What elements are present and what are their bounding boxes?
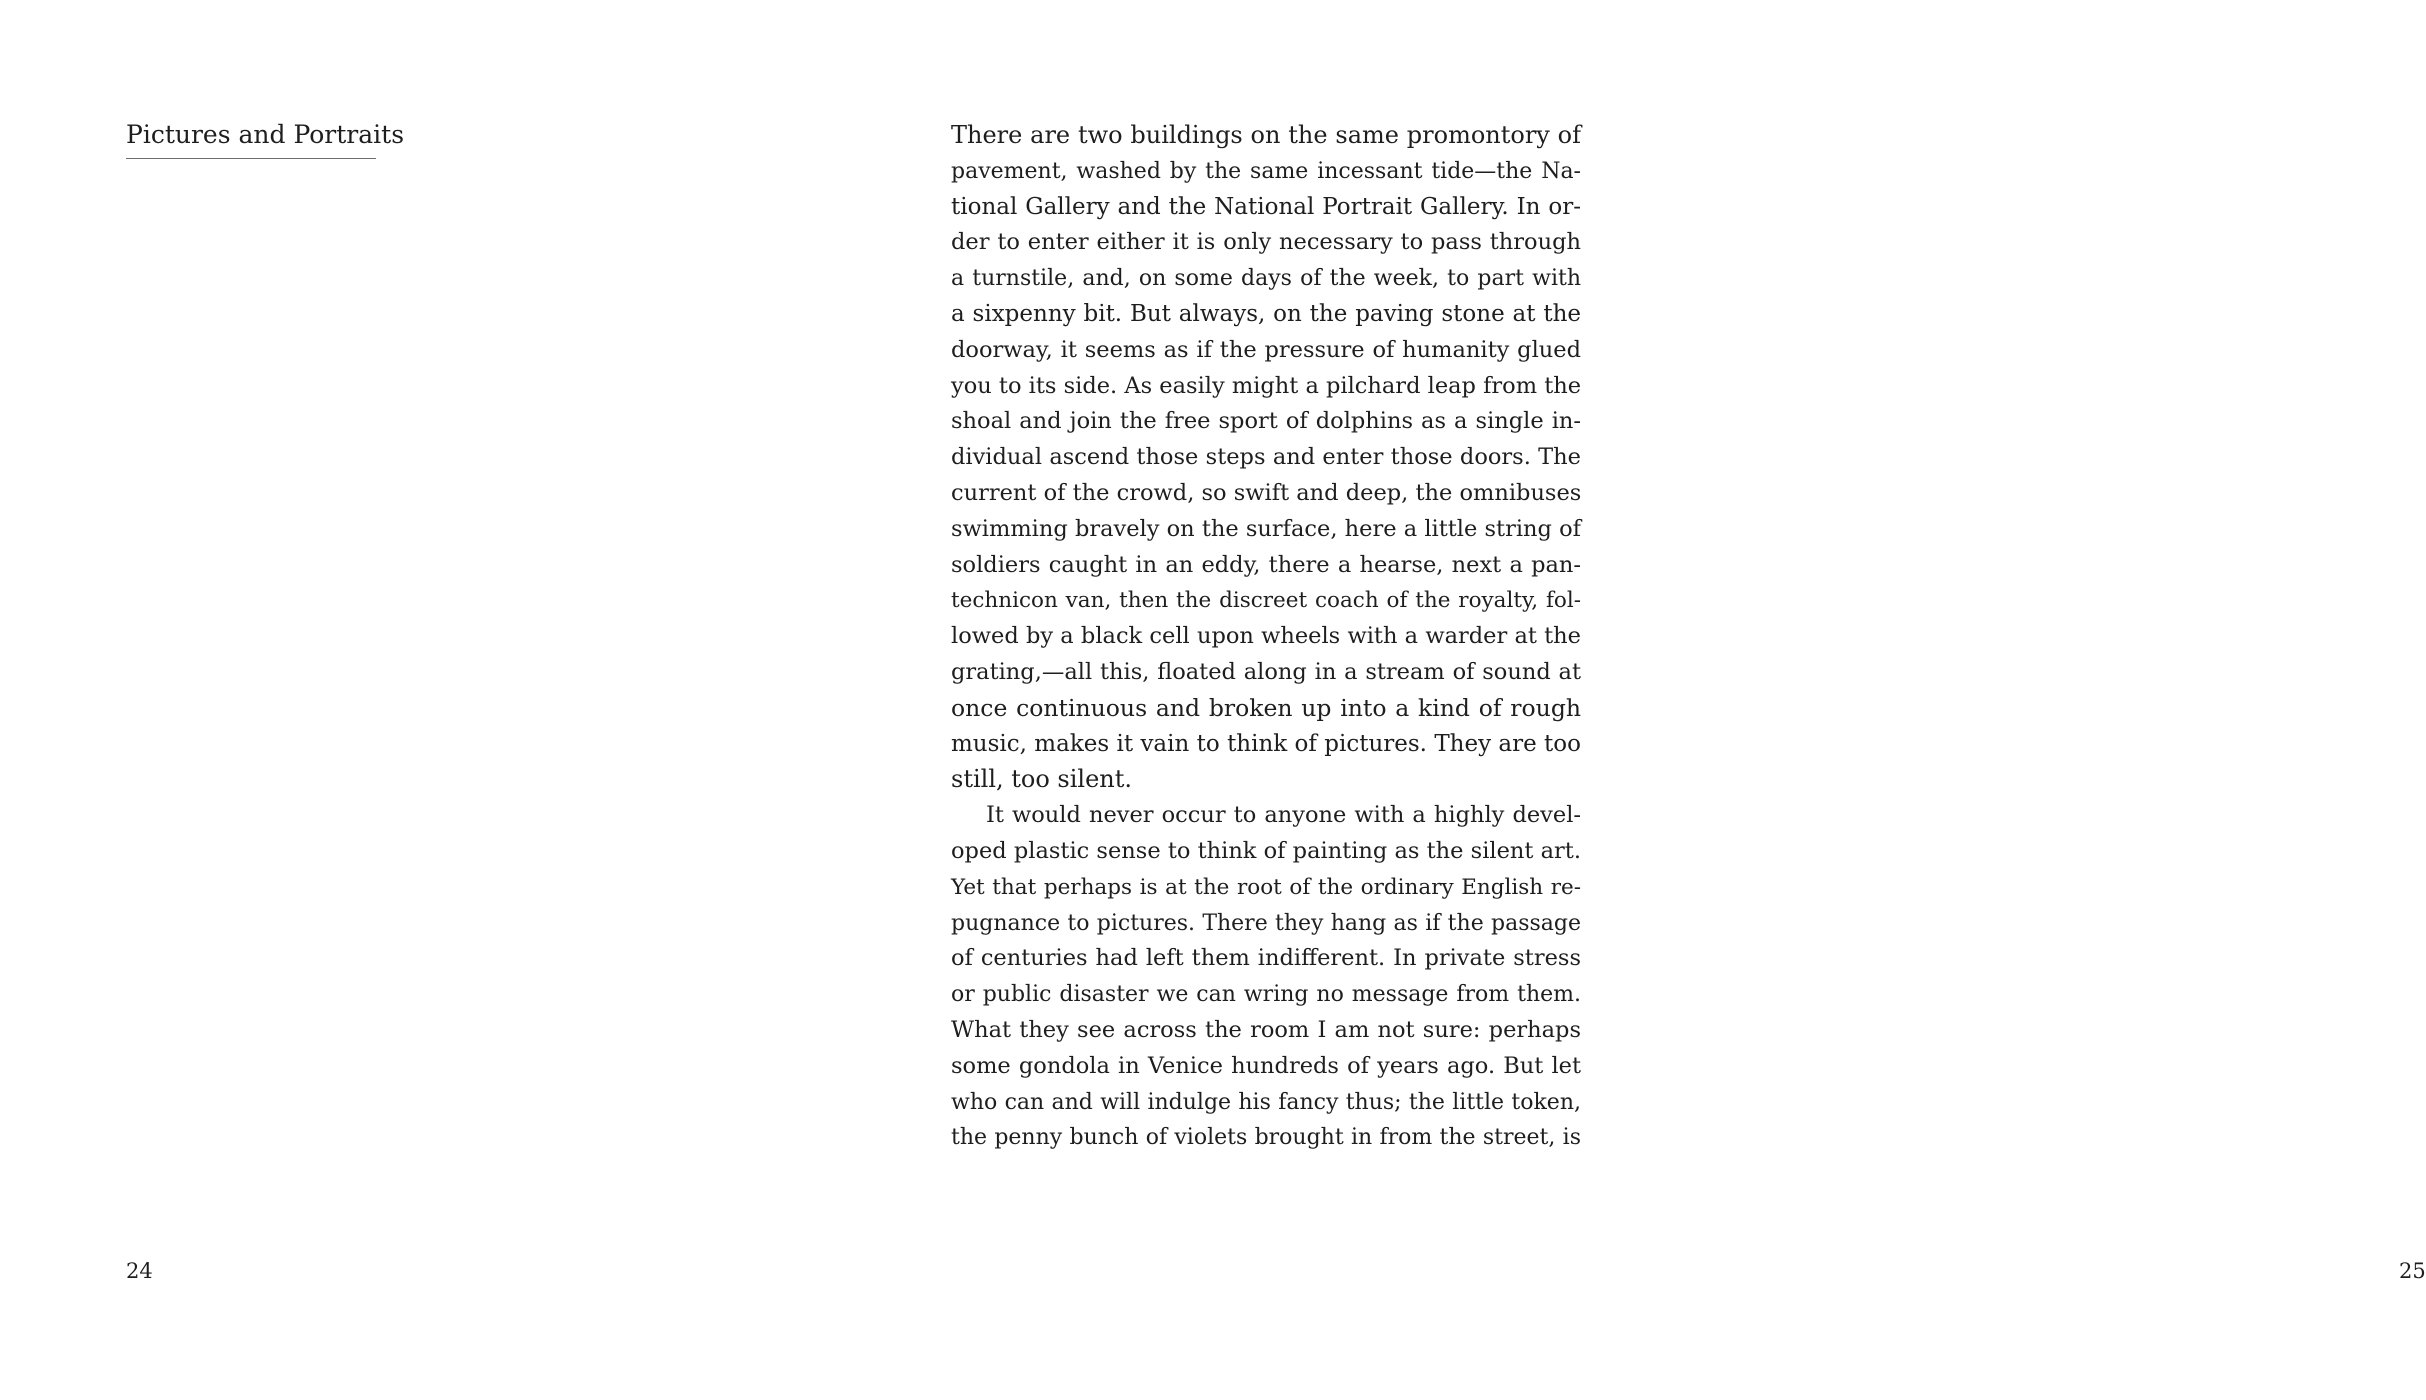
left-page [0,0,846,1400]
text-line: soldiers caught in an eddy, there a hearse, next a pan- [951,551,1581,578]
text-line: some gondola in Venice hundreds of years ago. But let [951,1052,1581,1079]
text-line: oped plastic sense to think of painting as the silent art. [951,837,1581,864]
text-line: the penny bunch of violets brought in from the street, is [951,1125,1581,1151]
text-line: doorway, it seems as if the pressure of humanity glued [951,336,1581,363]
body-text [951,118,1581,1156]
text-line: a sixpenny bit. But always, on the paving stone at the [951,300,1581,327]
text-line: you to its side. As easily might a pilchard leap from the [951,372,1582,399]
text-line: a turnstile, and, on some days of the week, to part with [951,266,1581,292]
text-line: current of the crowd, so swift and deep, the omnibuses [951,479,1582,506]
text-line: of centuries had left them indifferent. In private stress [951,945,1581,972]
text-line: dividual ascend those steps and enter those doors. The [951,444,1581,471]
text-line: swimming bravely on the surface, here a little string of [951,515,1581,542]
text-line: technicon van, then the discreet coach of the royalty, fol- [951,588,1581,614]
text-line: der to enter either it is only necessary to pass through [951,229,1581,256]
text-line: once continuous and broken up into a kind of rough [951,693,1581,722]
text-line: still, too silent. [951,765,1133,794]
text-line: tional Gallery and the National Portrait Gallery. In or- [951,193,1581,220]
text-line: There are two buildings on the same promontory of [951,121,1581,149]
text-line: who can and will indulge his fancy thus; the little token, [951,1089,1581,1115]
text-line: music, makes it vain to think of pictures. They are too [951,730,1581,757]
text-line: or public disaster we can wring no message from them. [951,982,1581,1008]
text-line: lowed by a black cell upon wheels with a warder at the [951,623,1581,650]
text-line: It would never occur to anyone with a highly devel- [986,802,1581,829]
text-line: pavement, washed by the same incessant tide—the Na- [951,158,1581,184]
text-line: Yet that perhaps is at the root of the ordinary English re- [951,874,1581,900]
text-line: grating,—all this, floated along in a stream of sound at [951,658,1581,685]
page-number-left: 24 [126,1259,153,1283]
running-head: Pictures and Portraits [126,118,376,159]
text-line: What they see across the room I am not sure: perhaps [951,1016,1581,1043]
page-number-right: 25 [2399,1259,2426,1283]
text-line: shoal and join the free sport of dolphins as a single in- [951,408,1581,435]
text-line: pugnance to pictures. There they hang as if the passage [951,910,1581,936]
